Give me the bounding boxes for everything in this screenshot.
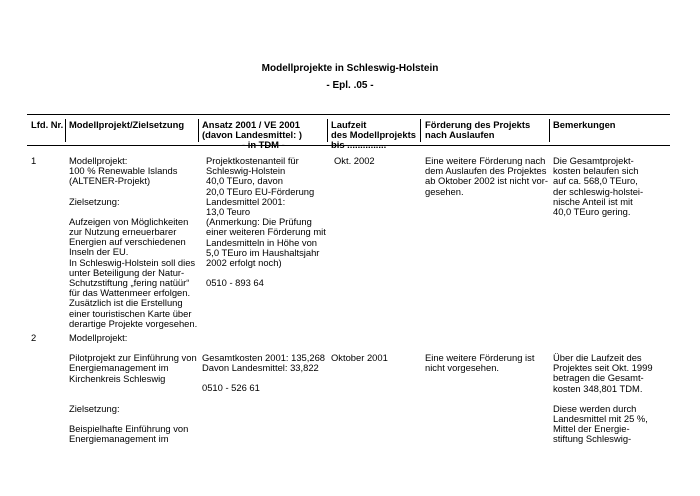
cell-line: der schleswig-holstei- [553,185,644,197]
column-divider [65,119,66,142]
header-lfd-nr: Lfd. Nr. [31,119,64,130]
cell-line: derartige Projekte vorgesehen. [69,317,198,329]
cell-line: (Anmerkung: Die Prüfung [206,216,312,228]
cell-line: Modellprojekt: [69,155,128,166]
cell-line: In Schleswig-Holstein soll dies [69,256,196,268]
cell-line: Okt. 2002 [334,155,375,166]
cell-line: Landesmittel mit 25 %, [553,413,648,425]
cell-line: 0510 - 893 64 [206,277,264,289]
cell-line: Mittel der Energie- [553,423,630,435]
row-1-ansatz [206,156,326,288]
cell-line: ab Oktober 2002 ist nicht vor- [425,175,548,187]
cell-line: Schleswig-Holstein [206,165,286,177]
cell-line: Zielsetzung: [69,195,120,207]
cell-line: einer weiteren Förderung mit [206,226,326,238]
cell-line: 2002 erfolgt noch) [206,257,282,269]
cell-line: Beispielhafte Einführung von [69,423,189,435]
cell-line: Oktober 2001 [331,352,388,363]
row-2-foerderung [425,353,534,373]
cell-line: 40,0 TEuro, davon [206,175,283,187]
cell-line: Energien auf verschiedenen [69,236,186,248]
cell-line [69,384,197,394]
cell-line: 40,0 TEuro gering. [553,206,631,218]
cell-line: unter Beteiligung der Natur- [69,266,185,278]
cell-line: 100 % Renewable Islands [69,165,178,177]
cell-line: Kirchenkreis Schleswig [69,372,166,384]
cell-line: Die Gesamtprojekt- [553,155,634,166]
cell-line: Landesmitteln in Höhe von [206,236,318,248]
header-modellprojekt: Modellprojekt/Zielsetzung [69,119,185,130]
cell-line: kosten 348,801 TDM. [553,382,643,394]
cell-line: Zielsetzung: [69,402,120,414]
cell-line: Energiemanagement im [69,433,169,445]
header-ansatz: Ansatz 2001 / VE 2001 (davon Landesmittel: ) - in TDM - [202,119,303,151]
cell-line: stiftung Schleswig- [553,433,632,445]
row-1-bemerkungen [553,156,643,217]
cell-line: Inseln der EU. [69,246,129,258]
header-bemerkungen: Bemerkungen [553,119,616,130]
column-divider [327,119,328,142]
cell-line: für das Wattenmeer erfolgen. [69,287,191,299]
cell-line: Über die Laufzeit des [553,352,642,363]
cell-line: 20,0 TEuro EU-Förderung [206,185,315,197]
cell-line: kosten belaufen sich [553,165,639,177]
cell-line: Projektes seit Okt. 1999 [553,362,653,374]
row-2-ansatz [202,353,325,394]
cell-line: Schutzstiftung „fering natüür“ [69,277,190,289]
cell-line: Aufzeigen von Möglichkeiten [69,215,189,227]
header-foerderung: Förderung des Projekts nach Auslaufen [425,119,531,141]
column-divider [420,119,421,142]
row-1-foerderung [425,156,548,197]
document-subtitle: - Epl. .05 - [326,80,374,91]
cell-line: Energiemanagement im [69,362,169,374]
column-divider [549,119,550,142]
cell-line: Projektkostenanteil für [206,155,299,166]
cell-line: (ALTENER-Projekt) [69,175,151,187]
cell-line: einer touristischen Karte über [69,307,192,319]
row-2-projekt [69,333,197,444]
document-title: Modellprojekte in Schleswig-Holstein [261,63,439,74]
row-2-laufzeit [331,353,388,363]
row-2-nr: 2 [31,332,37,343]
column-divider [198,119,199,142]
row-1-projekt [69,156,197,329]
row-1-nr: 1 [31,155,37,166]
cell-line: Gesamtkosten 2001: 135,268 [202,352,326,363]
cell-line: dem Auslaufen des Projektes [425,165,547,177]
cell-line: Modellprojekt: [69,332,128,343]
cell-line: Eine weitere Förderung ist [425,352,535,363]
cell-line: zur Nutzung erneuerbarer [69,226,177,238]
cell-line: Landesmittel 2001: [206,195,286,207]
cell-line: 5,0 TEuro im Haushaltsjahr [206,246,320,258]
row-2-bemerkungen [553,353,653,445]
cell-line: 13,0 Teuro [206,206,251,218]
cell-line: Davon Landesmittel: 33,822 [202,362,319,374]
row-1-laufzeit [334,156,375,166]
cell-line: nicht vorgesehen. [425,362,500,374]
table-top-rule [27,114,670,115]
cell-line: 0510 - 526 61 [202,382,260,394]
cell-line: Diese werden durch [553,402,637,414]
cell-line: nische Anteil ist mit [553,195,633,207]
cell-line: gesehen. [425,185,464,197]
cell-line: Eine weitere Förderung nach [425,155,546,166]
cell-line: betragen die Gesamt- [553,372,644,384]
cell-line: Zusätzlich ist die Erstellung [69,297,183,309]
header-laufzeit: Laufzeit des Modellprojekts bis ............... [331,119,416,151]
cell-line: Pilotprojekt zur Einführung von [69,352,197,364]
cell-line: auf ca. 568,0 TEuro, [553,175,638,187]
